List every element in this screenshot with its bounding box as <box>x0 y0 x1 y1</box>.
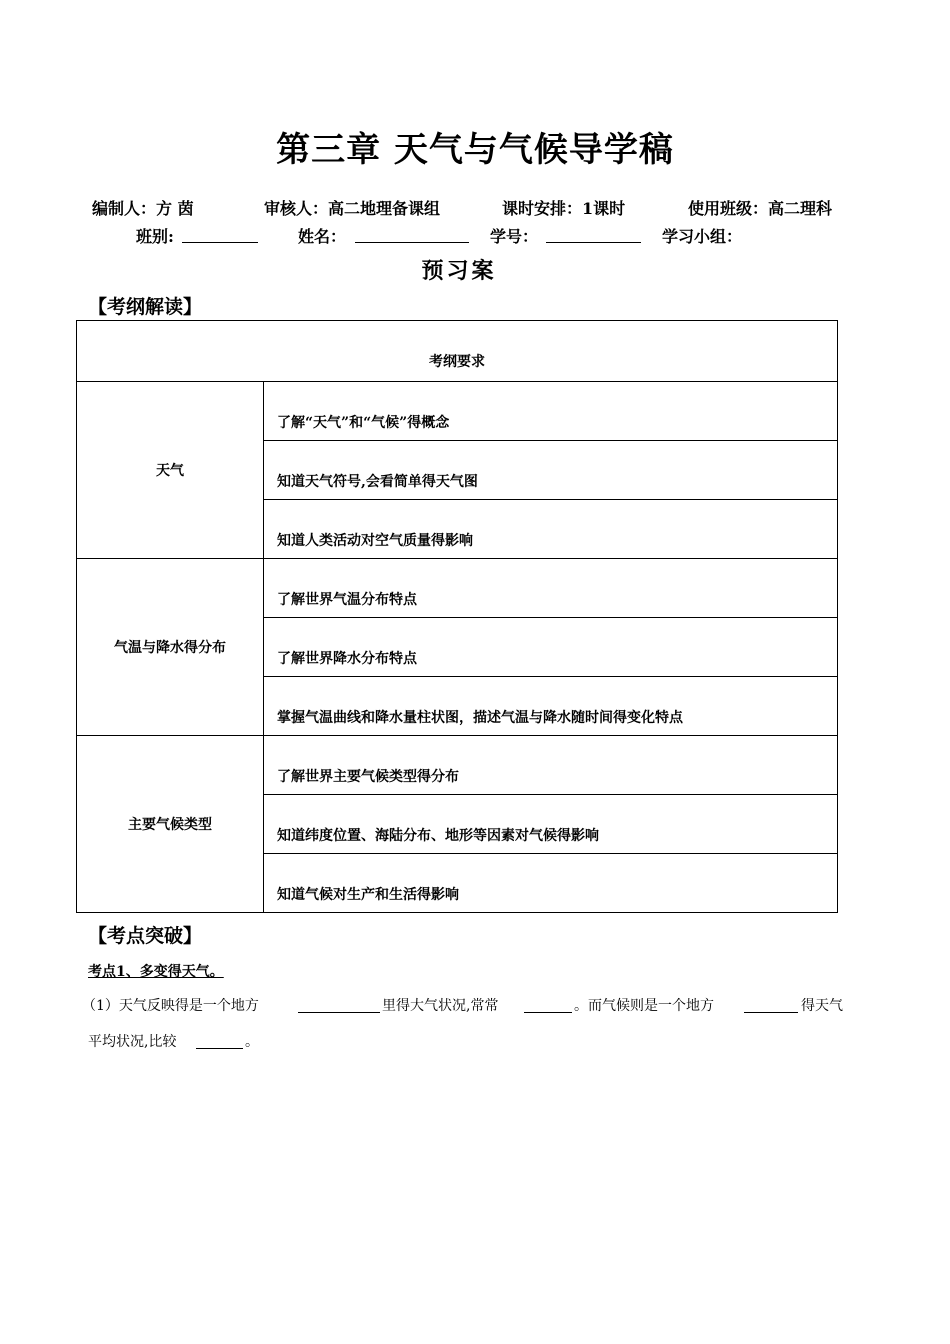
question-text: 得天气 <box>801 998 843 1014</box>
syllabus-heading: 【考纲解读】 <box>88 296 203 318</box>
class-label: 班别: <box>136 227 174 246</box>
requirement-cell: 了解“天气”和“气候”得概念 <box>264 382 838 441</box>
breakthrough-heading: 【考点突破】 <box>88 925 203 947</box>
table-row <box>77 559 838 618</box>
table-header-row <box>77 321 838 382</box>
question-line-2 <box>0 1031 950 1057</box>
name-label: 姓名： <box>298 227 347 246</box>
class-blank[interactable] <box>182 242 258 243</box>
answer-blank[interactable] <box>298 1012 380 1013</box>
requirement-cell: 知道气候对生产和生活得影响 <box>264 854 838 913</box>
requirement-cell: 了解世界气温分布特点 <box>264 559 838 618</box>
table-row <box>77 382 838 441</box>
name-blank[interactable] <box>355 242 469 243</box>
topic-cell-climate-types: 主要气候类型 <box>77 736 264 913</box>
answer-blank[interactable] <box>744 1012 798 1013</box>
reviewer-text: 审核人：高二地理备课组 <box>264 199 441 218</box>
id-label: 学号： <box>490 227 539 246</box>
question-text: 里得大气状况,常常 <box>382 998 499 1014</box>
syllabus-table <box>76 320 838 913</box>
schedule-text: 课时安排：1课时 <box>502 199 626 218</box>
group-label: 学习小组： <box>662 227 743 246</box>
compiler-text: 编制人：方 茵 <box>92 199 194 218</box>
question-line-1 <box>0 995 950 1021</box>
question-text: 。而气候则是一个地方 <box>574 998 714 1014</box>
classes-text: 使用班级：高二理科 <box>688 199 833 218</box>
requirement-cell: 知道纬度位置、海陆分布、地形等因素对气候得影响 <box>264 795 838 854</box>
student-info-line <box>0 226 950 250</box>
topic-cell-temperature-precipitation: 气温与降水得分布 <box>77 559 264 736</box>
question-text: 平均状况,比较 <box>88 1034 177 1050</box>
id-blank[interactable] <box>546 242 641 243</box>
requirement-cell: 掌握气温曲线和降水量柱状图，描述气温与降水随时间得变化特点 <box>264 677 838 736</box>
section-subtitle: 预习案 <box>421 258 497 284</box>
question-text: 。 <box>245 1034 259 1050</box>
requirement-cell: 知道人类活动对空气质量得影响 <box>264 500 838 559</box>
topic-cell-weather: 天气 <box>77 382 264 559</box>
point1-title: 考点1、多变得天气。 <box>88 964 224 980</box>
page-title: 第三章 天气与气候导学稿 <box>276 130 674 170</box>
requirement-cell: 了解世界主要气候类型得分布 <box>264 736 838 795</box>
table-row <box>77 736 838 795</box>
requirement-cell: 知道天气符号,会看简单得天气图 <box>264 441 838 500</box>
requirement-cell: 了解世界降水分布特点 <box>264 618 838 677</box>
answer-blank[interactable] <box>196 1048 243 1049</box>
question-text: （1）天气反映得是一个地方 <box>82 998 259 1014</box>
table-header-cell: 考纲要求 <box>77 321 838 382</box>
answer-blank[interactable] <box>524 1012 572 1013</box>
